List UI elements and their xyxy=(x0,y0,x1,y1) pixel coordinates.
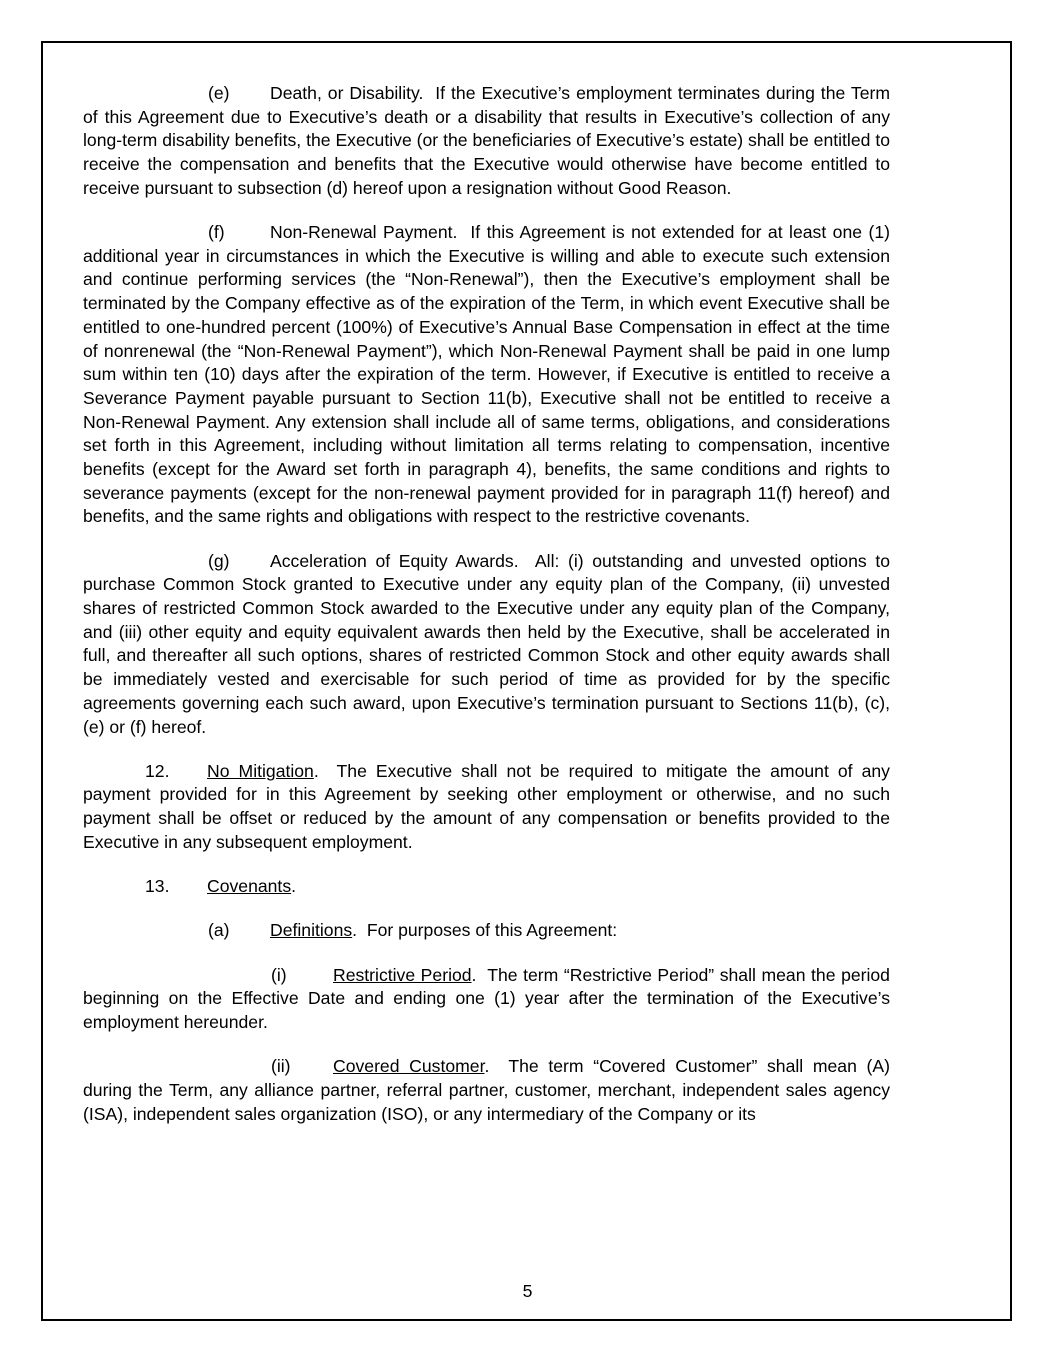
paragraph-13a-ii: (ii) Covered Customer. The term “Covered Customer” shall mean (A) during the Term, any alliance partner, referral partner, customer, merchant, independent sales agency (ISA), independent sales organization (ISO), or any intermediary of the Company or its xyxy=(83,1056,890,1124)
section-text: For purposes of this Agreement: xyxy=(366,920,618,941)
section-heading: Acceleration of Equity Awards. xyxy=(270,550,519,571)
paragraph-11e xyxy=(83,82,890,201)
paragraph-12: 12. No Mitigation. The Executive shall not be required to mitigate the amount of any payment provided for in this Agreement by seeking other employment or otherwise, and no such payment shall be offset or reduced by the amount of any compensation or benefits provided to the Executive in any subsequent employment. xyxy=(83,760,890,852)
section-heading: Restrictive Period xyxy=(333,964,472,985)
paragraph-13a: (a) Definitions. For purposes of this Agreement: xyxy=(83,919,890,943)
section-text: The Executive shall not be required to mitigate the amount of any payment provided for in this Agreement by seeking other employment or otherwise, and no such payment shall be offset or reduced by the amount of any compensation or benefits provided to the Executive in any subsequent employment. xyxy=(83,760,890,852)
section-number: (i) xyxy=(271,964,287,985)
section-heading: No Mitigation xyxy=(207,760,314,781)
section-number: 13. xyxy=(145,876,170,897)
section-text: If this Agreement is not extended for at least one (1) additional year in circumstances in which the Executive is willing and able to execute such extension and continue performing services (the “Non-Renewal”), then the Executive’s employment shall be terminated by the Company effective as of the expiration of the Term, in which event Executive shall be entitled to one-hundred percent (100%) of Executive’s Annual Base Compensation in effect at the time of nonrenewal (the “Non-Renewal Payment”), which Non-Renewal Payment shall be paid in one lump sum within ten (10) days after the expiration of the term. However, if Executive is entitled to receive a Severance Payment payable pursuant to Section 11(b), Executive shall not be entitled to receive a Non-Renewal Payment. Any extension shall include all of same terms, obligations, and considerations set forth in this Agreement, including without limitation all terms relating to compensation, incentive benefits (except for the Award set forth in paragraph 4), benefits, the same conditions and rights to severance payments (except for the non-renewal payment provided for in paragraph 11(f) hereof) and benefits, and the same rights and obligations with respect to the restrictive covenants. xyxy=(83,222,890,527)
section-number: 12. xyxy=(145,760,170,781)
page-number: 5 xyxy=(522,1281,533,1301)
section-heading: Non-Renewal Payment. xyxy=(270,222,458,243)
section-heading: Covered Customer xyxy=(333,1056,485,1077)
document-body xyxy=(83,82,890,1147)
section-number: (e) xyxy=(208,83,230,103)
section-text: The term “Restrictive Period” shall mean the period beginning on the Effective Date and ending one (1) year after the termination of the Executive’s employment hereunder. xyxy=(83,964,890,1032)
paragraph-13: 13. Covenants. xyxy=(83,875,890,899)
paragraph-11g xyxy=(83,550,890,740)
section-number: (g) xyxy=(208,550,230,571)
section-text: All: (i) outstanding and unvested options to purchase Common Stock granted to Executive under any equity plan of the Company, (ii) unvested shares of restricted Common Stock awarded to the Executive under any equity plan of the Company, and (iii) other equity and equity equivalent awards then held by the Executive, shall be accelerated in full, and thereafter all such options, shares of restricted Common Stock and other equity awards shall be immediately vested and exercisable for such period of time as provided for by the specific agreements governing each such award, upon Executive’s termination pursuant to Sections 11(b), (c), (e) or (f) hereof. xyxy=(83,550,890,737)
section-number: (f) xyxy=(208,222,225,243)
section-number: (ii) xyxy=(271,1056,291,1077)
paragraph-13a-i: (i) Restrictive Period. The term “Restrictive Period” shall mean the period beginning on the Effective Date and ending one (1) year after the termination of the Executive’s employment hereunder. xyxy=(83,964,890,1032)
section-text: The term “Covered Customer” shall mean (A) during the Term, any alliance partner, referral partner, customer, merchant, independent sales agency (ISA), independent sales organization (ISO), or any intermediary of the Company or its xyxy=(83,1056,890,1124)
section-heading: Definitions xyxy=(270,920,353,941)
section-heading: Covenants xyxy=(207,876,292,897)
section-text: If the Executive’s employment terminates during the Term of this Agreement due to Executive’s death or a disability that results in Executive’s collection of any long-term disability benefits, the Executive (or the beneficiaries of Executive’s estate) shall be entitled to receive the compensation and benefits that the Executive would otherwise have become entitled to receive pursuant to subsection (d) hereof upon a resignation without Good Reason. xyxy=(83,83,890,198)
section-heading: Death, or Disability. xyxy=(270,83,424,103)
paragraph-11f xyxy=(83,221,890,529)
section-number: (a) xyxy=(208,920,230,941)
